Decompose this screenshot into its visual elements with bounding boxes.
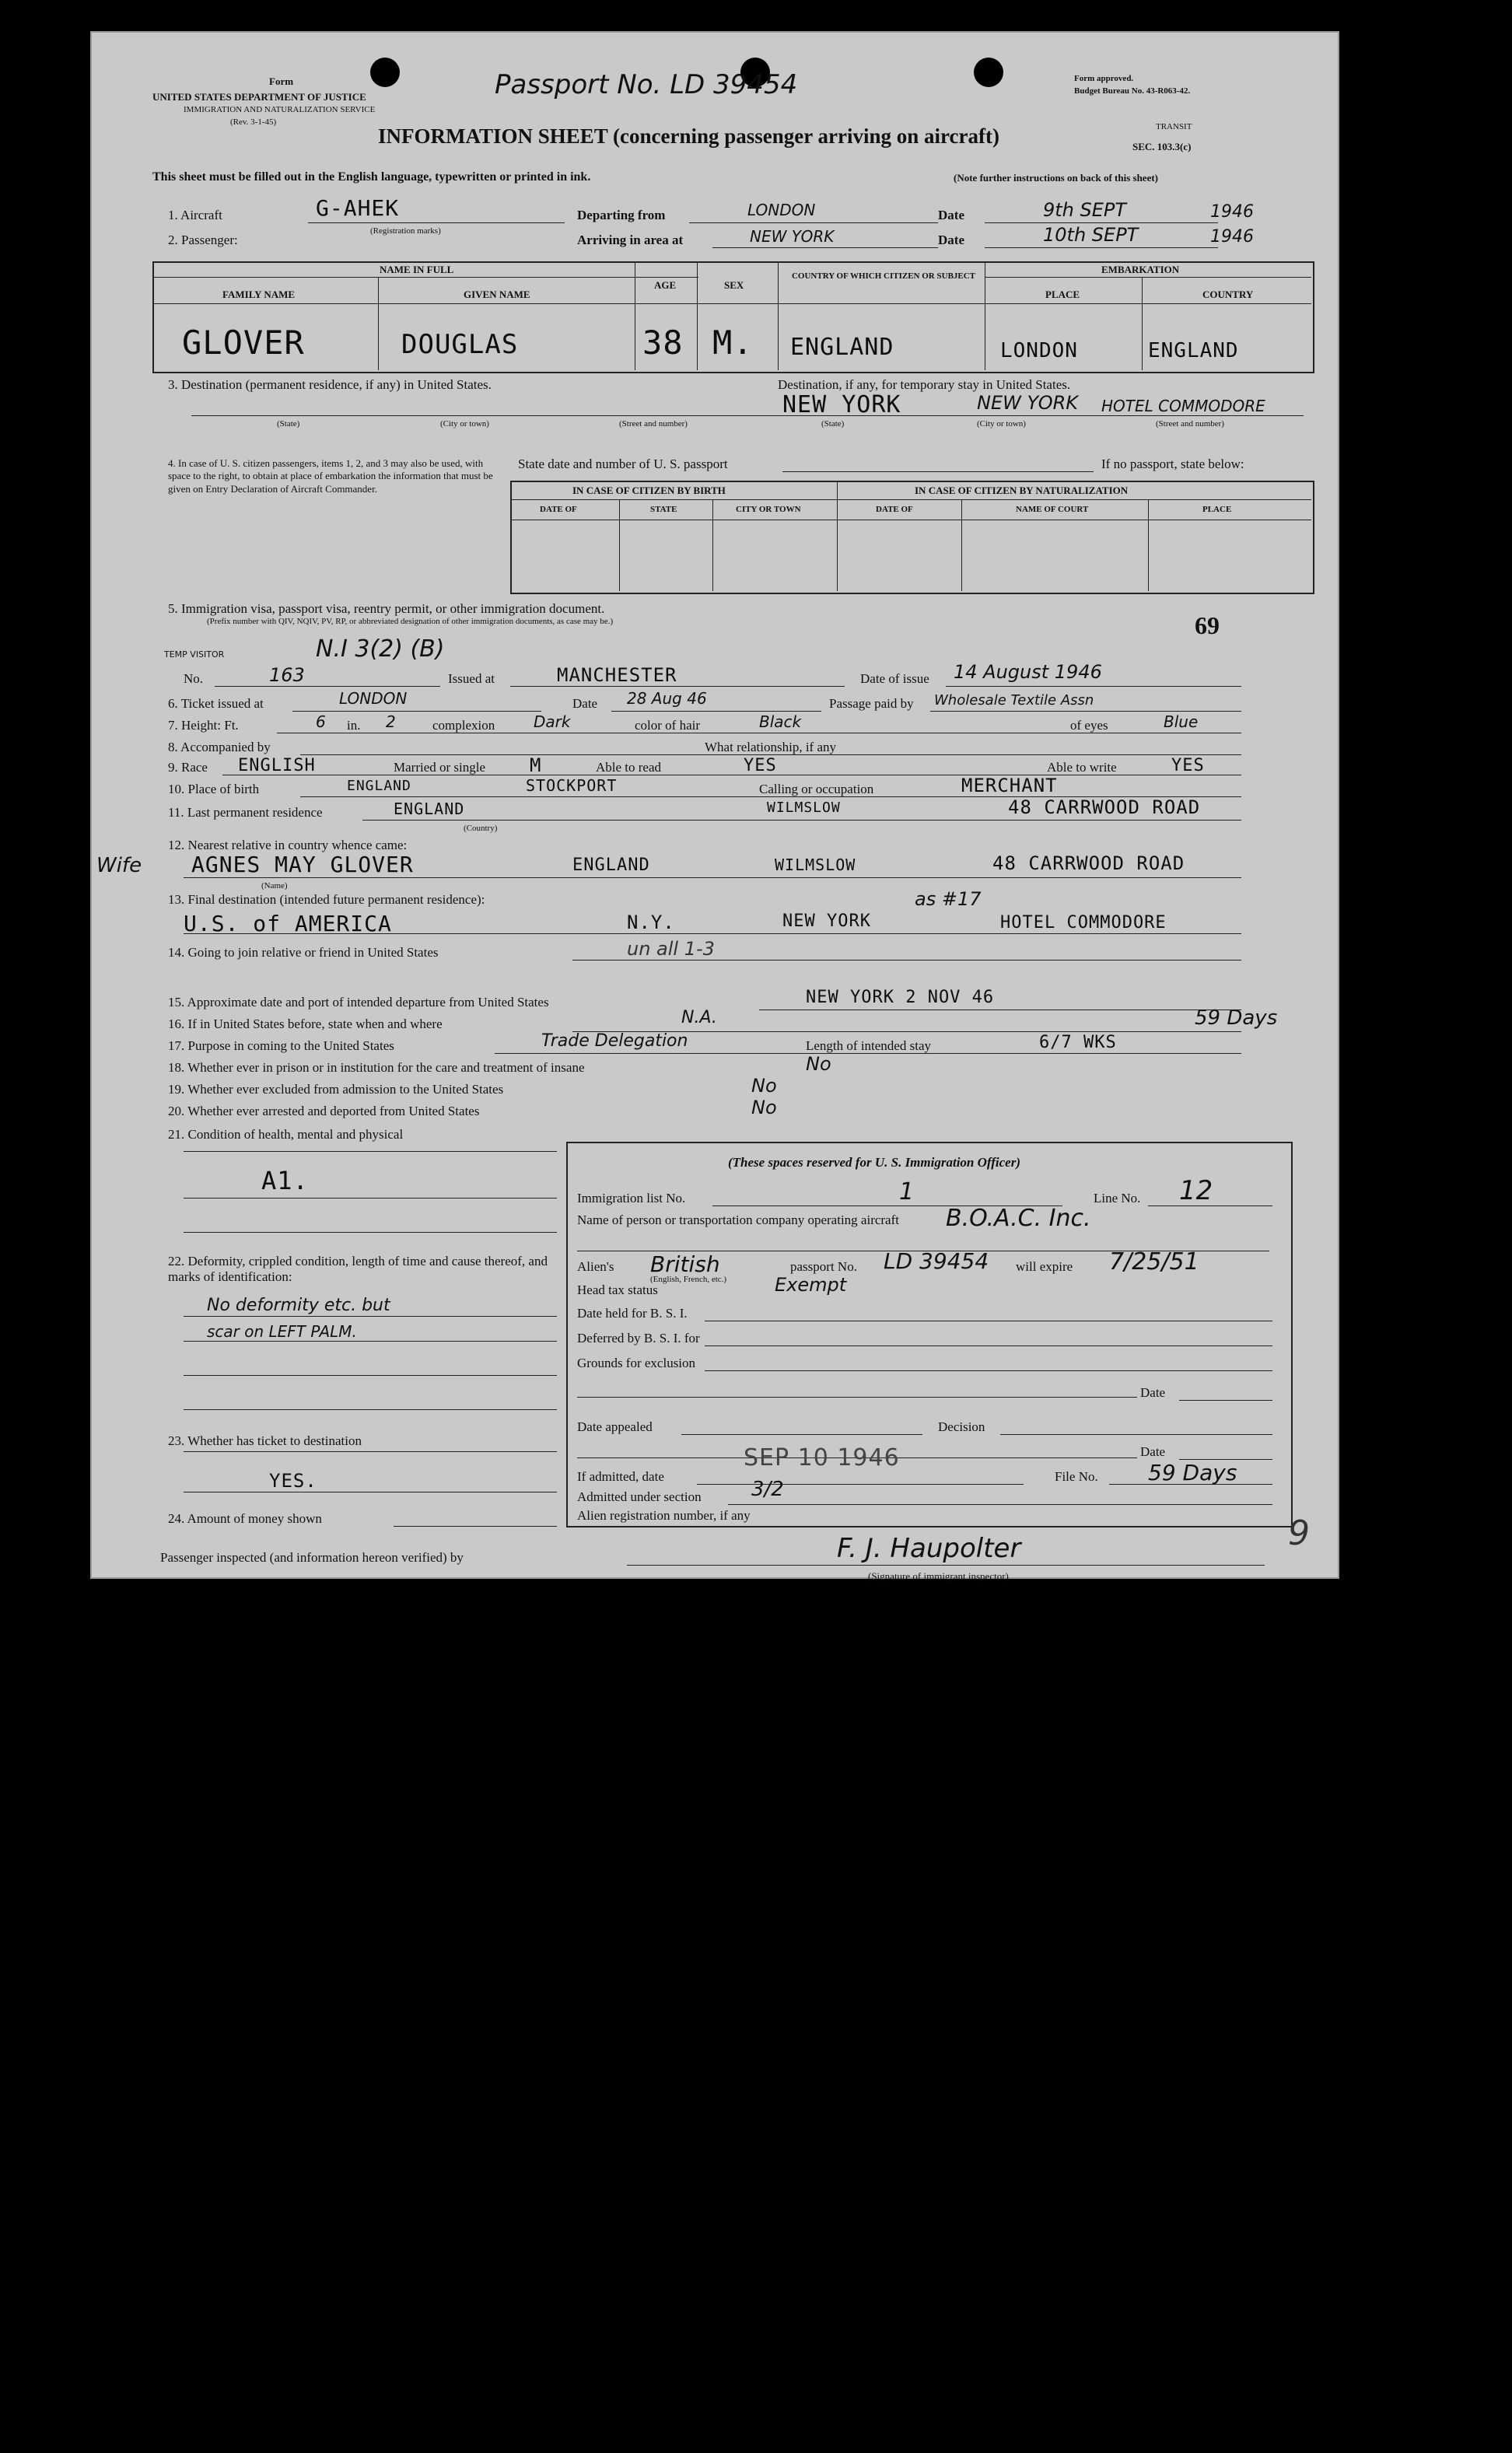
registration-caption: (Registration marks)	[370, 226, 441, 236]
occupation-value: MERCHANT	[961, 775, 1058, 796]
item11-label: 11. Last permanent residence	[168, 805, 323, 820]
relative-city: WILMSLOW	[775, 856, 856, 874]
aircraft-label: 1. Aircraft	[168, 208, 222, 222]
item19-label: 19. Whether ever excluded from admission to the United States	[168, 1082, 504, 1097]
sex-header: SEX	[724, 279, 744, 291]
admitted-under-label: Admitted under section	[577, 1489, 702, 1504]
signature-caption: (Signature of immigrant inspector)	[868, 1570, 1009, 1582]
passage-paid-label: Passage paid by	[829, 696, 914, 711]
birth-city: STOCKPORT	[526, 776, 618, 795]
passage-paid-value: Wholesale Textile Assn	[934, 692, 1094, 709]
city-caption: (City or town)	[440, 419, 489, 429]
departure-value: NEW YORK 2 NOV 46	[806, 988, 995, 1007]
place-header: PLACE	[1045, 289, 1080, 300]
date-issue-value: 14 August 1946	[954, 661, 1102, 683]
form-title: INFORMATION SHEET (concerning passenger arriving on aircraft)	[378, 124, 999, 148]
embarkation-header: EMBARKATION	[1101, 264, 1180, 275]
arrested-value: No	[751, 1097, 777, 1118]
prison-value: No	[806, 1053, 831, 1075]
item24-label: 24. Amount of money shown	[168, 1511, 322, 1526]
budget-bureau: Budget Bureau No. 43-R063-42.	[1074, 86, 1191, 96]
will-expire-label: will expire	[1016, 1259, 1073, 1274]
no-passport-label: If no passport, state below:	[1101, 457, 1244, 471]
company-value: B.O.A.C. Inc.	[946, 1205, 1091, 1232]
deferred-label: Deferred by B. S. I. for	[577, 1331, 700, 1345]
date-arrive-value: 10th SEPT	[1043, 224, 1139, 246]
line-no-label: Line No.	[1094, 1191, 1141, 1206]
eyes-value: Blue	[1164, 712, 1199, 731]
punch-hole	[370, 58, 400, 87]
join-value: un all 1-3	[627, 938, 715, 960]
sex-value: M.	[712, 324, 754, 362]
height-in: 2	[386, 712, 396, 731]
eyes-label: of eyes	[1070, 718, 1108, 733]
res-city: WILMSLOW	[767, 800, 841, 816]
res-country: ENGLAND	[394, 800, 465, 818]
departing-value: LONDON	[747, 201, 816, 219]
date-appealed-label: Date appealed	[577, 1419, 653, 1434]
item6-label: 6. Ticket issued at	[168, 696, 264, 711]
relative-country: ENGLAND	[572, 856, 650, 875]
purpose-value: Trade Delegation	[541, 1031, 688, 1051]
arriving-value: NEW YORK	[750, 227, 835, 246]
citizen-nat-header: IN CASE OF CITIZEN BY NATURALIZATION	[915, 485, 1129, 496]
transit-label: TRANSIT	[1156, 122, 1192, 131]
form-number: Form	[269, 75, 294, 87]
inspected-label: Passenger inspected (and information hereon verified) by	[160, 1550, 464, 1565]
length-stay-label: Length of intended stay	[806, 1038, 931, 1053]
official-header: (These spaces reserved for U. S. Immigration Officer)	[728, 1155, 1021, 1170]
date-of-col-2: DATE OF	[876, 505, 913, 514]
date-depart-value: 9th SEPT	[1043, 199, 1127, 221]
head-tax-label: Head tax status	[577, 1282, 658, 1297]
line-no-value: 12	[1179, 1175, 1213, 1206]
head-tax-value: Exempt	[775, 1274, 847, 1296]
item20-label: 20. Whether ever arrested and deported from United States	[168, 1104, 480, 1118]
date-held-label: Date held for B. S. I.	[577, 1306, 688, 1321]
department-name: UNITED STATES DEPARTMENT OF JUSTICE	[152, 91, 366, 103]
excluded-value: No	[751, 1075, 777, 1097]
write-value: YES	[1171, 756, 1205, 775]
item8-label: 8. Accompanied by	[168, 740, 271, 754]
destination-label: 3. Destination (permanent residence, if any) in United States.	[168, 377, 492, 392]
emb-country-value: ENGLAND	[1148, 339, 1239, 362]
emb-place-value: LONDON	[1000, 339, 1078, 362]
instruction-text: This sheet must be filled out in the English language, typewritten or printed in ink.	[152, 170, 591, 184]
hair-label: color of hair	[635, 718, 701, 733]
write-label: Able to write	[1047, 760, 1117, 775]
file-no-label: File No.	[1055, 1469, 1098, 1484]
citizen-country-value: ENGLAND	[790, 334, 894, 361]
temp-state-value: NEW YORK	[977, 392, 1079, 414]
calling-label: Calling or occupation	[759, 782, 874, 796]
read-value: YES	[744, 756, 777, 775]
final-city: NEW YORK	[782, 912, 871, 931]
punch-hole	[974, 58, 1003, 87]
visa-code: N.I 3(2) (B)	[316, 635, 445, 663]
item22-label: 22. Deformity, crippled condition, length of time and cause thereof, and marks of identification:	[168, 1254, 548, 1284]
date-label-1: Date	[1140, 1385, 1166, 1400]
alien-reg-label: Alien registration number, if any	[577, 1508, 751, 1523]
relative-name: AGNES MAY GLOVER	[191, 852, 414, 877]
temp-visitor-note: TEMP VISITOR	[164, 649, 225, 660]
year-arrive: 1946	[1210, 227, 1254, 247]
married-value: M	[530, 754, 542, 776]
item16-label: 16. If in United States before, state when and where	[168, 1017, 443, 1031]
length-value: 6/7 WKS	[1039, 1033, 1117, 1052]
item10-label: 10. Place of birth	[168, 782, 260, 796]
passport-note: Passport No. LD 39454	[495, 69, 798, 100]
given-name-header: GIVEN NAME	[464, 289, 530, 300]
state-caption-2: (State)	[821, 419, 845, 429]
length-days: 59 Days	[1195, 1006, 1278, 1030]
final-street: HOTEL COMMODORE	[1000, 913, 1167, 933]
admission-stamp: SEP 10 1946	[744, 1444, 900, 1471]
street-caption-2: (Street and number)	[1156, 419, 1224, 429]
section-value: 3/2	[751, 1478, 784, 1501]
transport-label: Name of person or transportation company operating aircraft	[577, 1213, 899, 1227]
english-french-caption: (English, French, etc.)	[650, 1275, 727, 1284]
form-approved: Form approved.	[1074, 74, 1134, 83]
family-name-value: GLOVER	[182, 324, 305, 362]
health-value: A1.	[261, 1166, 309, 1195]
date-arrive-label: Date	[938, 233, 964, 247]
married-label: Married or single	[394, 760, 486, 775]
visa-no: 163	[269, 664, 305, 686]
arriving-label: Arriving in area at	[577, 233, 684, 247]
aliens-label: Alien's	[577, 1259, 614, 1274]
if-admitted-label: If admitted, date	[577, 1469, 664, 1484]
item15-label: 15. Approximate date and port of intended departure from United States	[168, 995, 549, 1010]
service-name: IMMIGRATION AND NATURALIZATION SERVICE	[184, 105, 376, 114]
final-note: as #17	[915, 888, 982, 910]
destination-temp-label: Destination, if any, for temporary stay in United States.	[778, 377, 1071, 392]
ticket-issued-value: LONDON	[339, 689, 408, 708]
page-number: 69	[1195, 611, 1220, 639]
deformity-2: scar on LEFT PALM.	[207, 1322, 357, 1341]
information-sheet	[90, 31, 1339, 1582]
inspector-signature: F. J. Haupolter	[837, 1533, 1021, 1564]
margin-number: 9	[1288, 1513, 1310, 1553]
ticket-date-value: 28 Aug 46	[627, 689, 707, 708]
item21-label: 21. Condition of health, mental and physical	[168, 1127, 404, 1142]
street-caption: (Street and number)	[619, 419, 688, 429]
date-label-2: Date	[1140, 1444, 1166, 1459]
item12-label: 12. Nearest relative in country whence came:	[168, 838, 408, 852]
city-caption-2: (City or town)	[977, 419, 1026, 429]
issued-at-value: MANCHESTER	[557, 664, 677, 686]
item5-sub: (Prefix number with QIV, NQIV, PV, RP, or abbreviated designation of other immigration documents, as case may be.)	[207, 617, 614, 626]
imm-list-label: Immigration list No.	[577, 1191, 686, 1206]
passenger-label: 2. Passenger:	[168, 233, 238, 247]
hair-value: Black	[759, 712, 802, 731]
item13-label: 13. Final destination (intended future permanent residence):	[168, 892, 485, 907]
imm-list-value: 1	[899, 1178, 915, 1206]
decision-label: Decision	[938, 1419, 985, 1434]
before-value: N.A.	[681, 1008, 717, 1027]
departing-label: Departing from	[577, 208, 666, 222]
alien-passport-value: LD 39454	[884, 1248, 989, 1274]
item17-label: 17. Purpose in coming to the United States	[168, 1038, 394, 1053]
res-street: 48 CARRWOOD ROAD	[1008, 796, 1201, 818]
name-caption: (Name)	[261, 881, 288, 891]
country-caption: (Country)	[464, 824, 498, 833]
item5-label: 5. Immigration visa, passport visa, reentry permit, or other immigration document.	[168, 601, 605, 616]
item18-label: 18. Whether ever in prison or in institution for the care and treatment of insane	[168, 1060, 585, 1075]
in-label: in.	[347, 718, 361, 733]
race-value: ENGLISH	[238, 756, 316, 775]
issued-at-label: Issued at	[448, 671, 495, 686]
complexion-value: Dark	[534, 712, 571, 731]
date-issue-label: Date of issue	[860, 671, 929, 686]
ticket-date-label: Date	[572, 696, 598, 711]
court-col: NAME OF COURT	[1016, 505, 1089, 514]
given-name-value: DOUGLAS	[401, 329, 519, 360]
item23-label: 23. Whether has ticket to destination	[168, 1433, 362, 1448]
item14-label: 14. Going to join relative or friend in United States	[168, 945, 439, 960]
temp-street-value: HOTEL COMMODORE	[1101, 397, 1265, 415]
height-ft: 6	[316, 712, 326, 731]
read-label: Able to read	[596, 760, 662, 775]
back-note: (Note further instructions on back of this sheet)	[954, 172, 1158, 184]
birth-country: ENGLAND	[347, 778, 411, 794]
expire-value: 7/25/51	[1109, 1248, 1199, 1275]
grounds-label: Grounds for exclusion	[577, 1356, 696, 1370]
state-passport-label: State date and number of U. S. passport	[518, 457, 728, 471]
country-citizen-header: COUNTRY OF WHICH CITIZEN OR SUBJECT	[791, 271, 976, 281]
family-name-header: FAMILY NAME	[222, 289, 296, 300]
deformity-1: No deformity etc. but	[207, 1296, 390, 1315]
age-value: 38	[642, 324, 684, 362]
item4-text: 4. In case of U. S. citizen passengers, items 1, 2, and 3 may also be used, with space to the right, to obtain at place of embarkation the information that must be given on Entry Declaration of Aircraft Commander.	[168, 457, 493, 495]
complexion-label: complexion	[432, 718, 495, 733]
date-of-col: DATE OF	[540, 505, 577, 514]
age-header: AGE	[654, 279, 677, 291]
citizen-table	[510, 481, 1314, 594]
relationship-label: What relationship, if any	[705, 740, 837, 754]
final-state: N.Y.	[627, 912, 675, 933]
section-ref: SEC. 103.3(c)	[1132, 141, 1192, 152]
final-country: U.S. of AMERICA	[184, 911, 392, 936]
aircraft-value: G-AHEK	[316, 195, 400, 221]
name-in-full-header: NAME IN FULL	[380, 264, 454, 275]
relative-street: 48 CARRWOOD ROAD	[992, 852, 1185, 874]
date-depart-label: Date	[938, 208, 964, 222]
item9-label: 9. Race	[168, 760, 208, 775]
item7-label: 7. Height: Ft.	[168, 718, 239, 733]
year-depart: 1946	[1210, 202, 1254, 222]
ticket-value: YES.	[269, 1470, 317, 1492]
state-col: STATE	[650, 505, 677, 514]
revision-date: (Rev. 3-1-45)	[230, 117, 277, 127]
city-col: CITY OR TOWN	[736, 505, 801, 514]
place-col: PLACE	[1202, 505, 1232, 514]
alien-nationality: British	[650, 1251, 720, 1277]
no-label: No.	[184, 671, 204, 686]
passport-no-label: passport No.	[790, 1259, 857, 1274]
relative-tag: Wife	[96, 854, 142, 877]
country-header: COUNTRY	[1202, 289, 1254, 300]
temp-city-value: NEW YORK	[782, 391, 901, 418]
file-days: 59 Days	[1148, 1460, 1237, 1485]
citizen-birth-header: IN CASE OF CITIZEN BY BIRTH	[572, 485, 726, 496]
state-caption: (State)	[277, 419, 300, 429]
